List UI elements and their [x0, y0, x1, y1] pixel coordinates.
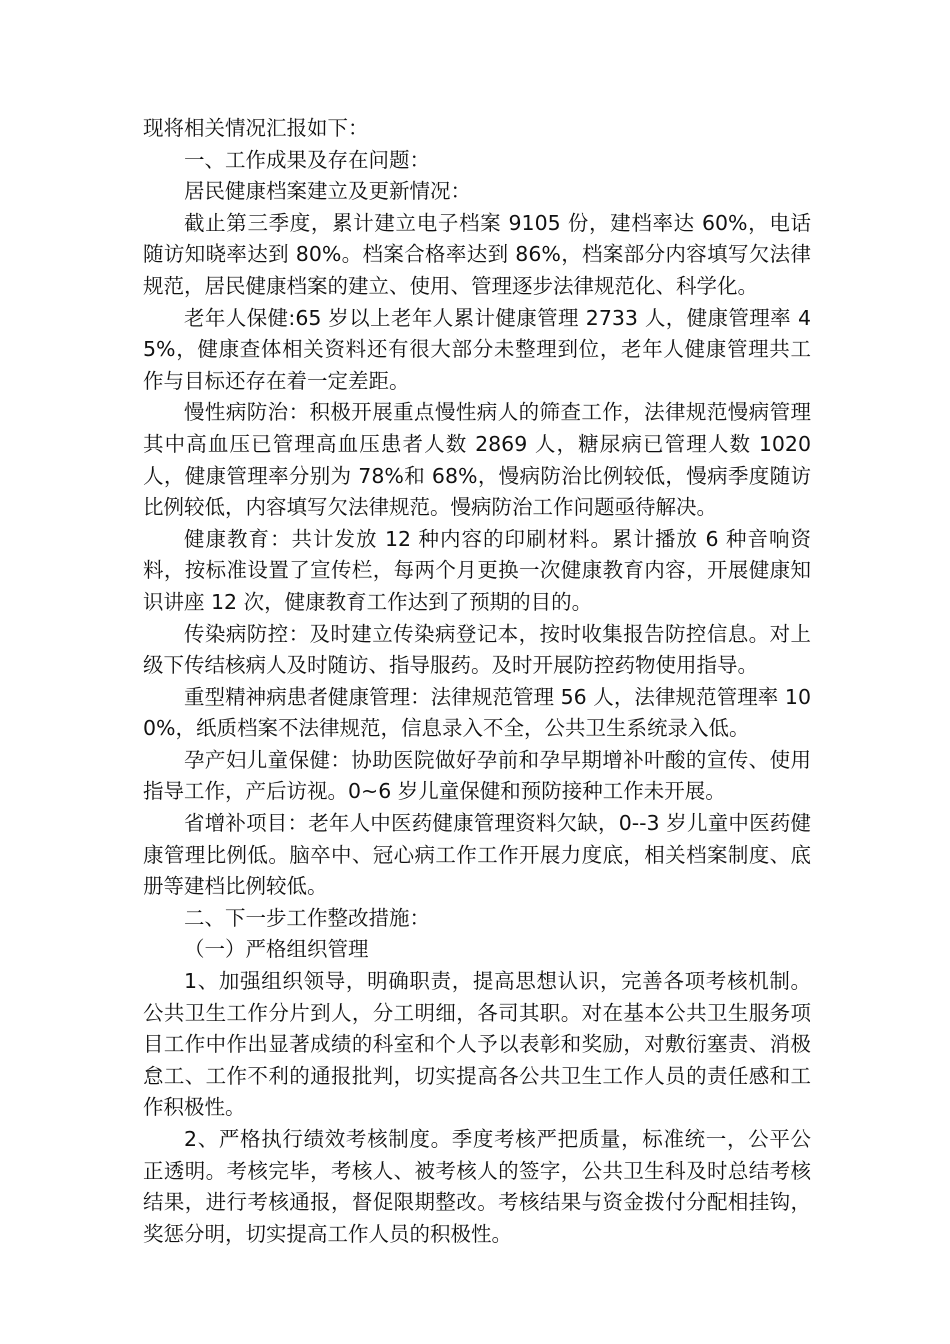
paragraph-measure-2: 2、严格执行绩效考核制度。季度考核严把质量，标准统一，公平公正透明。考核完毕，考核人、被考核人的签字，公共卫生科及时总结考核结果，进行考核通报，督促限期整改。考核结果与资金拨付分配相挂钩，奖惩分明，切实提高工作人员的积极性。: [143, 1127, 811, 1246]
subheading-health-records: 居民健康档案建立及更新情况：: [184, 179, 471, 204]
section-heading-1: 一、工作成果及存在问题：: [184, 147, 430, 172]
section-heading-2: 二、下一步工作整改措施：: [184, 905, 430, 930]
paragraph-health-records: 截止第三季度，累计建立电子档案 9105 份，建档率达 60%，电话随访知晓率达到 80%。档案合格率达到 86%，档案部分内容填写欠法律规范，居民健康档案的建立、使用、管理逐步法律规范化、科学化。: [143, 210, 811, 298]
paragraph-mental-health: 重型精神病患者健康管理：法律规范管理 56 人，法律规范管理率 100%，纸质档案不法律规范，信息录入不全，公共卫生系统录入低。: [143, 684, 811, 741]
paragraph-provincial-items: 省增补项目：老年人中医药健康管理资料欠缺，0--3 岁儿童中医药健康管理比例低。脑卒中、冠心病工作工作开展力度底，相关档案制度、底册等建档比例较低。: [143, 811, 811, 899]
paragraph-maternal-child: 孕产妇儿童保健：协助医院做好孕前和孕早期增补叶酸的宣传、使用指导工作，产后访视。0~6 岁儿童保健和预防接种工作未开展。: [143, 747, 811, 804]
paragraph-health-education: 健康教育：共计发放 12 种内容的印刷材料。累计播放 6 种音响资料，按标准设置了宣传栏，每两个月更换一次健康教育内容，开展健康知识讲座 12 次，健康教育工作达到了预期的目的。: [143, 526, 811, 614]
subheading-organization: （一）严格组织管理: [184, 937, 369, 962]
intro-line: 现将相关情况汇报如下：: [143, 116, 369, 140]
paragraph-infectious-disease: 传染病防控：及时建立传染病登记本，按时收集报告防控信息。对上级下传结核病人及时随访、指导服药。及时开展防控药物使用指导。: [143, 621, 811, 678]
paragraph-chronic-disease: 慢性病防治：积极开展重点慢性病人的筛查工作，法律规范慢病管理其中高血压已管理高血压患者人数 2869 人，糖尿病已管理人数 1020 人，健康管理率分别为 78%和 68%，慢病防治比例较低，慢病季度随访比例较低，内容填写欠法律规范。慢病防治工作问题亟待解决。: [143, 400, 811, 520]
document-body: [143, 113, 811, 1250]
paragraph-elderly-care: 老年人保健:65 岁以上老年人累计健康管理 2733 人，健康管理率 45%，健康查体相关资料还有很大部分未整理到位，老年人健康管理共工作与目标还存在着一定差距。: [143, 305, 811, 393]
paragraph-measure-1: 1、加强组织领导，明确职责，提高思想认识，完善各项考核机制。公共卫生工作分片到人，分工明细，各司其职。对在基本公共卫生服务项目工作中作出显著成绩的科室和个人予以表彰和奖励，对敷衍塞责、消极怠工、工作不利的通报批判，切实提高各公共卫生工作人员的责任感和工作积极性。: [143, 969, 811, 1120]
